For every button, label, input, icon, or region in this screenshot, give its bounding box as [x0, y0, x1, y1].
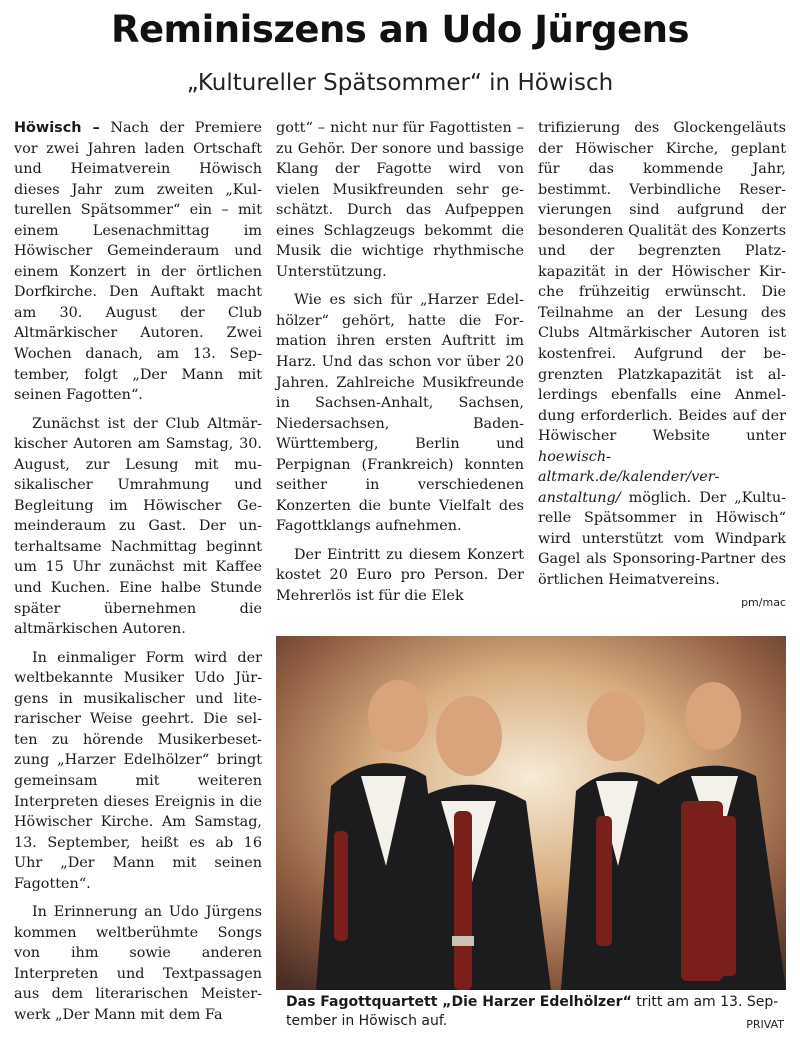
paragraph-text: Nach der Premiere vor zwei Jahren laden Ortschaft und Heimatverein Höwisch dieses Jahr zum zweiten „Kulturellen Spätsommer“ ein – mit einem Lesenachmittag im Höwischer Gemeinderaum und einem Konzert in der örtlichen Dorfkirche. Den Auftakt macht am 30. August der Club Altmärkischer Autoren. Zwei Wochen danach, am 13. September, folgt „Der Mann mit seinen Fagotten“.	[14, 120, 262, 404]
paragraph	[538, 118, 786, 591]
paragraph: In einmaliger Form wird der weltbekannte Musiker Udo Jürgens in musikalischer und literarischer Weise geehrt. Die selten zu hörende Musikerbesetzung „Harzer Edelhölzer“ bringt gemeinsam mit weiteren Interpreten dieses Ereignis in die Höwischer Kirche. Am Samstag, 13. September, heißt es ab 16 Uhr „Der Mann mit seinen Fagotten“.	[14, 649, 262, 892]
paragraph-text: trifizierung des Glockengeläuts der Höwischer Kirche, geplant für das kommende Jahr, bestimmt. Verbindliche Reservierungen sind aufgrund der besonderen Qualität des Konzerts und der begrenzten Platzkapazität in der Höwischer Kirche frühzeitig erwünscht. Die Teilnahme an der Lesung des Clubs Altmärkischer Autoren ist kostenfrei. Aufgrund der begrenzten Platzkapazität ist allerdings ebenfalls eine Anmeldung erforderlich. Beides auf der Höwischer Website unter	[538, 120, 786, 445]
quartet-illustration	[276, 636, 786, 990]
quartet-photo	[276, 636, 786, 990]
article-column-3	[538, 118, 786, 613]
photo-credit: PRIVAT	[746, 1018, 784, 1031]
website-link[interactable]: hoewisch-altmark.de/kalender/veranstaltung/	[538, 448, 720, 506]
paragraph: gott“ – nicht nur für Fagottisten – zu Gehör. Der sonore und bassige Klang der Fagotte wird von vielen Musikfreunden sehr geschätzt. Durch das Aufpeppen eines Schlagzeugs bekommt die Musik die wichtige rhythmische Unterstützung.	[276, 120, 524, 280]
caption-title: Das Fagottquartett „Die Harzer Edelhölzer“	[286, 994, 632, 1010]
paragraph: Wie es sich für „Harzer Edelhölzer“ gehört, hatte die Formation ihren ersten Auftritt im Harz. Und das schon vor über 20 Jahren. Zahlreiche Musikfreunde in Sachsen-Anhalt, Sachsen, Niedersachsen, Baden-Württemberg, Berlin und Perpignan (Frankreich) konnten seither in verschiedenen Konzerten die bunte Vielfalt des Fagottklangs aufnehmen.	[276, 292, 524, 535]
article-column-2	[276, 118, 524, 607]
paragraph: In Erinnerung an Udo Jürgens kommen weltberühmte Songs von ihm sowie anderen Interpreten und Textpassagen aus dem literarischen Meisterwerk „Der Mann mit dem Fa	[14, 904, 262, 1023]
photo-caption	[286, 993, 786, 1031]
caption-text: tritt am am 13. September in Höwisch auf.	[286, 994, 779, 1029]
author-credit: pm/mac	[741, 595, 786, 609]
paragraph-text: möglich. Der „Kulturelle Spätsommer in Höwisch“ wird unterstützt vom Windpark Gagel als Sponsoring-Partner des örtlichen Heimatvereins.	[538, 489, 786, 589]
paragraph	[14, 118, 262, 406]
subheadline: „Kultureller Spätsommer“ in Höwisch	[186, 70, 614, 96]
article-column-1	[14, 118, 262, 1026]
dateline: Höwisch –	[14, 120, 100, 136]
paragraph: Zunächst ist der Club Altmärkischer Autoren am Samstag, 30. August, zur Lesung mit musikalischer Umrahmung und Begleitung im Höwischer Gemeinderaum zu Gast. Der unterhaltsame Nachmittag beginnt um 15 Uhr zunächst mit Kaffee und Kuchen. Eine halbe Stunde später übernehmen die altmärkischen Autoren.	[14, 415, 262, 638]
paragraph: Der Eintritt zu diesem Konzert kostet 20 Euro pro Person. Der Mehrerlös ist für die Elek	[276, 546, 524, 605]
headline: Reminiszens an Udo Jürgens	[110, 8, 690, 51]
